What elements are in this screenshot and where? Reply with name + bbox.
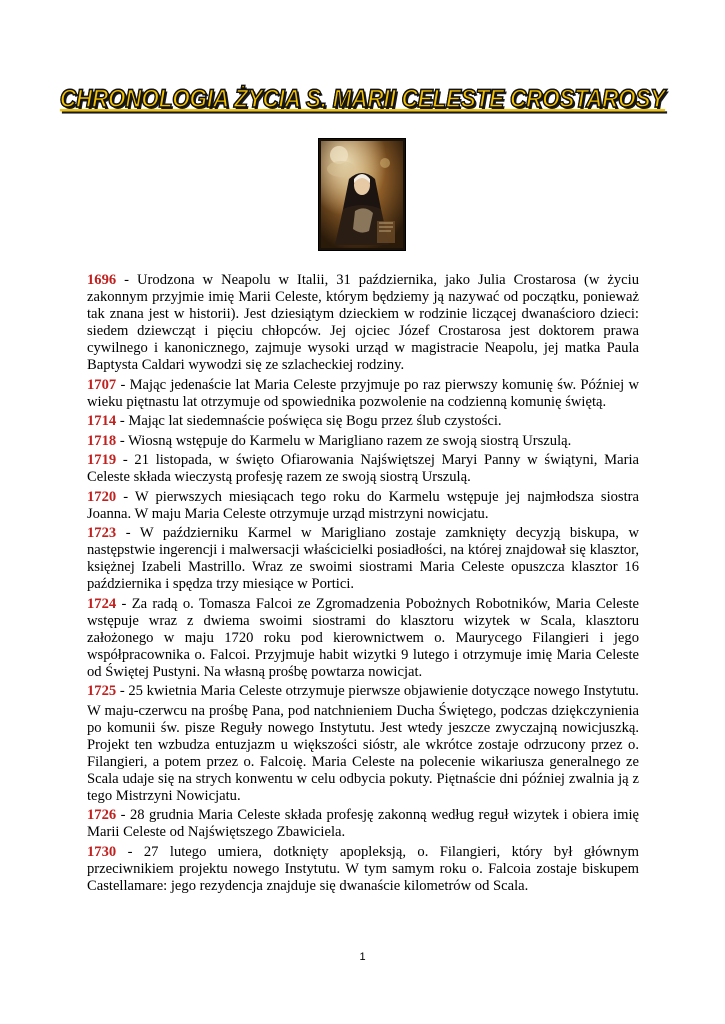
entry-text: - W pierwszych miesiącach tego roku do Karmelu wstępuje jej najmłodsza siostra Joanna. W maju Maria Celeste otrzymuje urząd mistrzyni nowicjatu. bbox=[87, 488, 639, 522]
saint-portrait-image bbox=[318, 138, 406, 251]
entry-text: W maju-czerwcu na prośbę Pana, pod natchnieniem Ducha Świętego, podczas dziękczynienia po komunii św. pisze Reguły nowego Instytutu. Jest wtedy jeszcze zwyczajną nowicjuszką. Projekt ten wzbudza entuzjazm u większości sióstr, ale wkrótce zostaje odrzucony przez o. Filangieri, a potem przez o. Falcoię. Maria Celeste na polecenie wikariusza generalnego ze Scala udaje się na strych konwentu w celu odbycia pokuty. Piętnaście dni później zwalnia ją z tego Mistrzyni Nowicjatu. bbox=[87, 702, 639, 804]
entry-year: 1707 bbox=[87, 376, 117, 393]
entry-year: 1714 bbox=[87, 413, 117, 430]
chronology-entry bbox=[87, 596, 639, 681]
entry-text: - Za radą o. Tomasza Falcoi ze Zgromadzenia Pobożnych Robotników, Maria Celeste wstępuje wraz z dwiema swoimi siostrami do klasztoru wizytek w Scala, klasztoru założonego w maju 1720 roku pod kierownictwem o. Maurycego Filangieri i jego współpracownika o. Falcoi. Przyjmuje habit wizytki 9 lutego i otrzymuje imię Maria Celeste od Świętej Pustyni. Na własną prośbę powtarza nowicjat. bbox=[87, 595, 639, 680]
chronology-entry bbox=[87, 525, 639, 593]
entry-text: - W październiku Karmel w Marigliano zostaje zamknięty decyzją biskupa, w następstwie ingerencji i malwersacji właścicielki posiadłości, na której znajdował się klasztor, księżnej Izabeli Mastrillo. Wraz ze swoimi siostrami Maria Celeste opuszcza klasztor 16 października i spędza trzy miesiące w Portici. bbox=[87, 525, 639, 593]
chronology-entry bbox=[87, 683, 639, 700]
entry-year: 1725 bbox=[87, 683, 117, 700]
chronology-entry bbox=[87, 807, 639, 841]
page-title: CHRONOLOGIA ŻYCIA S. MARII CELESTE CROSTAROSY bbox=[59, 84, 666, 113]
entry-text: - Urodzona w Neapolu w Italii, 31 października, jako Julia Crostarosa (w życiu zakonnym przyjmie imię Marii Celeste, którym będziemy ją nazywać od początku, ponieważ tak znana jest w historii). Jest dziesiątym dzieckiem w rodzinie liczącej dwanaścioro dzieci: siedem dziewcząt i pięciu chłopców. Jej ojciec Józef Crostarosa jest doktorem prawa cywilnego i kanonicznego, zajmuje wysoki urząd w magistracie Neapolu, jej matka Paula Baptysta Caldari wywodzi się ze szlacheckiej rodziny. bbox=[87, 272, 639, 374]
entry-year: 1730 bbox=[87, 843, 117, 860]
entry-year: 1718 bbox=[87, 432, 117, 449]
chronology-entry bbox=[87, 413, 639, 430]
entry-text: - Mając lat siedemnaście poświęca się Bogu przez ślub czystości. bbox=[116, 413, 502, 430]
title-container bbox=[0, 86, 725, 112]
chronology-entry bbox=[87, 272, 639, 374]
chronology-entry bbox=[87, 489, 639, 523]
entry-text: - 25 kwietnia Maria Celeste otrzymuje pierwsze objawienie dotyczące nowego Instytutu. bbox=[116, 683, 639, 700]
page-number: 1 bbox=[359, 951, 366, 963]
entry-year: 1723 bbox=[87, 525, 117, 541]
entry-year: 1726 bbox=[87, 807, 117, 824]
entry-year: 1719 bbox=[87, 452, 117, 469]
entry-text: - 27 lutego umiera, dotknięty apopleksją, o. Filangieri, który był głównym przeciwnikiem projektu nowego Instytutu. W tym samym roku o. Falcoia zostaje biskupem Castellamare: jego rezydencja znajduje się dwanaście kilometrów od Scala. bbox=[87, 843, 639, 894]
saint-portrait-icon bbox=[319, 139, 405, 250]
entry-year: 1724 bbox=[87, 595, 117, 612]
chronology-entry bbox=[87, 844, 639, 895]
chronology-entry bbox=[87, 377, 639, 411]
entry-text: - 28 grudnia Maria Celeste składa profesję zakonną według reguł wizytek i obiera imię Marii Celeste od Najświętszego Zbawiciela. bbox=[87, 807, 639, 841]
chronology-entry bbox=[87, 703, 639, 805]
chronology-entry bbox=[87, 433, 639, 450]
entry-year: 1696 bbox=[87, 272, 117, 288]
entry-text: - Mając jedenaście lat Maria Celeste przyjmuje po raz pierwszy komunię św. Później w wieku piętnastu lat otrzymuje od spowiednika pozwolenie na codzienną komunię świętą. bbox=[87, 376, 639, 410]
entry-text: - Wiosną wstępuje do Karmelu w Marigliano razem ze swoją siostrą Urszulą. bbox=[116, 432, 572, 449]
chronology-text bbox=[87, 272, 639, 897]
entry-year: 1720 bbox=[87, 488, 117, 505]
entry-text: - 21 listopada, w święto Ofiarowania Najświętszej Maryi Panny w świątyni, Maria Celeste składa wieczystą profesję razem ze swoją siostrą Urszulą. bbox=[87, 452, 639, 486]
chronology-entry bbox=[87, 452, 639, 486]
